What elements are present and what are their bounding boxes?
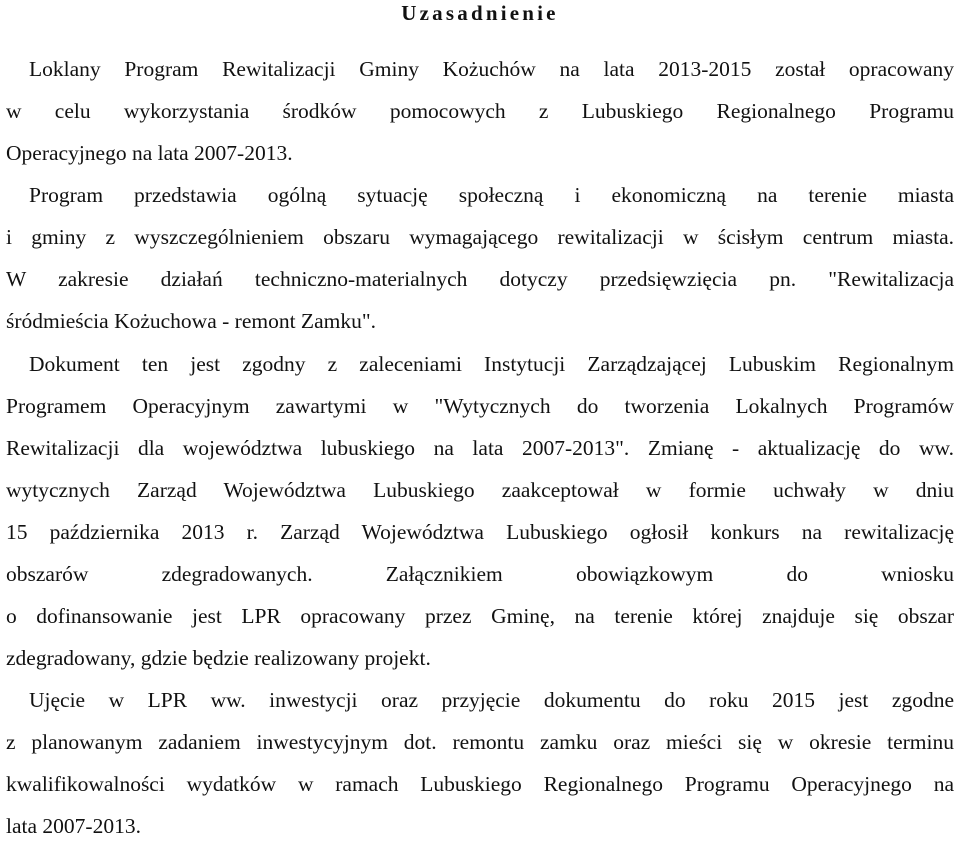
paragraph-1-line-2: w celu wykorzystania środków pomocowych z Lubuskiego Regionalnego Programu bbox=[6, 99, 954, 123]
paragraph-3-line-2: Programem Operacyjnym zawartymi w "Wytycznych do tworzenia Lokalnych Programów bbox=[6, 394, 954, 418]
paragraph-3-line-7: o dofinansowanie jest LPR opracowany przez Gminę, na terenie której znajduje się obszar bbox=[6, 604, 954, 628]
paragraph-2-line-1: Program przedstawia ogólną sytuację społeczną i ekonomiczną na terenie miasta bbox=[29, 183, 954, 207]
paragraph-1-line-3: Operacyjnego na lata 2007-2013. bbox=[6, 141, 293, 165]
paragraph-3-line-4: wytycznych Zarząd Województwa Lubuskiego zaakceptował w formie uchwały w dniu bbox=[6, 478, 954, 502]
paragraph-3-line-3: Rewitalizacji dla województwa lubuskiego na lata 2007-2013". Zmianę - aktualizację do ww. bbox=[6, 436, 954, 460]
paragraph-2-line-3: W zakresie działań techniczno-materialnych dotyczy przedsięwzięcia pn. "Rewitalizacja bbox=[6, 267, 954, 291]
paragraph-3-line-1: Dokument ten jest zgodny z zaleceniami Instytucji Zarządzającej Lubuskim Regionalnym bbox=[29, 352, 954, 376]
paragraph-4-line-2: z planowanym zadaniem inwestycyjnym dot. remontu zamku oraz mieści się w okresie terminu bbox=[6, 730, 954, 754]
document-title: Uzasadnienie bbox=[401, 1, 559, 25]
paragraph-3-line-8: zdegradowany, gdzie będzie realizowany projekt. bbox=[6, 646, 431, 670]
paragraph-1-line-1: Loklany Program Rewitalizacji Gminy Kożuchów na lata 2013-2015 został opracowany bbox=[29, 57, 954, 81]
paragraph-4-line-3: kwalifikowalności wydatków w ramach Lubuskiego Regionalnego Programu Operacyjnego na bbox=[6, 772, 954, 796]
paragraph-4-line-4: lata 2007-2013. bbox=[6, 814, 141, 838]
paragraph-4-line-1: Ujęcie w LPR ww. inwestycji oraz przyjęcie dokumentu do roku 2015 jest zgodne bbox=[29, 688, 954, 712]
paragraph-2-line-2: i gminy z wyszczególnieniem obszaru wymagającego rewitalizacji w ścisłym centrum miasta. bbox=[6, 225, 954, 249]
paragraph-3-line-6: obszarów zdegradowanych. Załącznikiem obowiązkowym do wniosku bbox=[6, 562, 954, 586]
paragraph-3-line-5: 15 października 2013 r. Zarząd Województwa Lubuskiego ogłosił konkurs na rewitalizację bbox=[6, 520, 954, 544]
paragraph-2-line-4: śródmieścia Kożuchowa - remont Zamku". bbox=[6, 309, 376, 333]
